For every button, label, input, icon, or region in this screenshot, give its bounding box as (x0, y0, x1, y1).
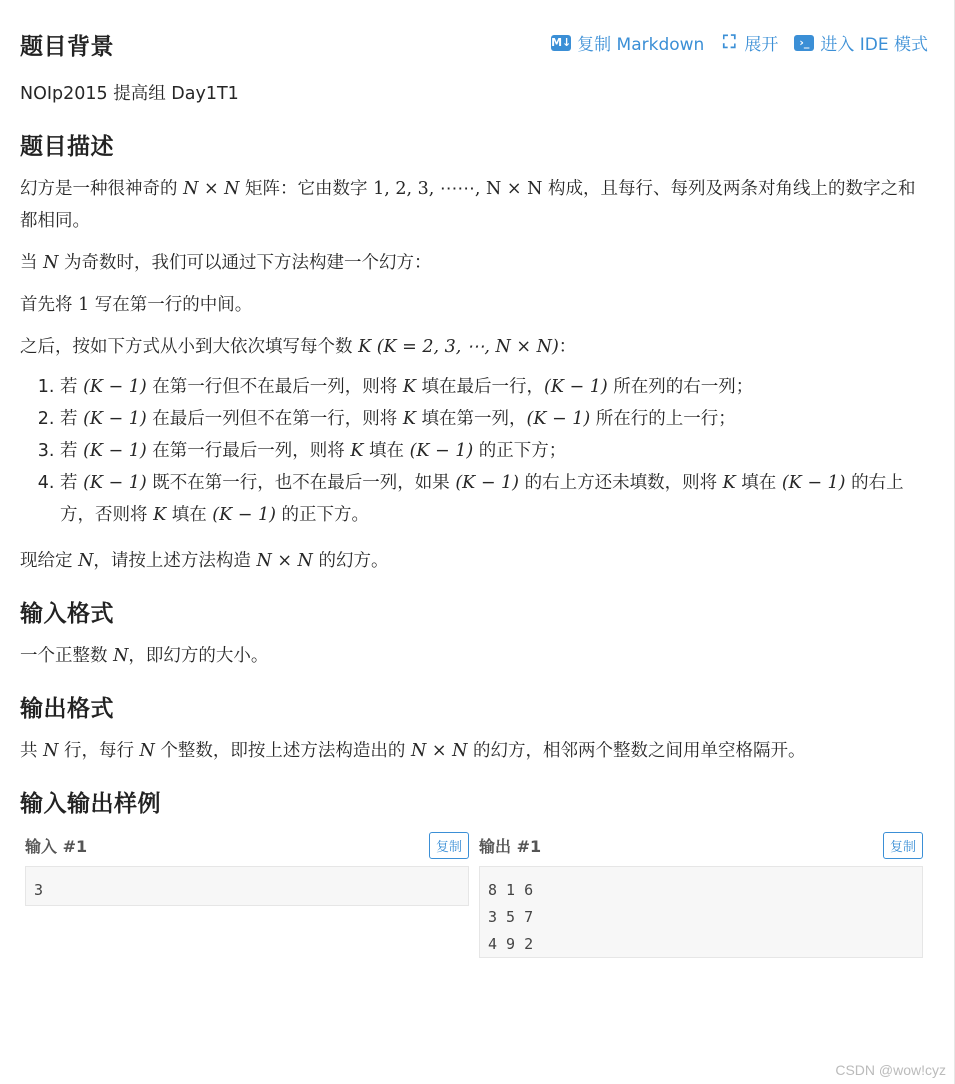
input-format-text: 一个正整数 N，即幻方的大小。 (20, 646, 269, 666)
sample-output-head (479, 830, 923, 860)
math-one: 1 (78, 295, 90, 315)
desc-para-5: 现给定 N，请按上述方法构造 N × N 的幻方。 (20, 551, 389, 571)
ide-mode-label: 进入 IDE 模式 (820, 35, 928, 55)
copy-markdown-button[interactable] (551, 30, 704, 55)
rule-item: 4. 若 (K − 1) 既不在第一行，也不在最后一列，如果 (K − 1) 的右上方还未填数，则将 K 填在 (K − 1) 的右上方，否则将 K 填在 (K − 1) 的正下方。 (60, 467, 928, 531)
desc-para-3: 首先将 1 写在第一行的中间。 (20, 295, 253, 315)
ide-icon: ›_ (794, 35, 814, 51)
watermark: CSDN @wow!cyz (835, 1062, 946, 1078)
problem-content (20, 78, 928, 958)
input-format-title: 输入格式 (20, 601, 114, 627)
desc-para-4: 之后，按如下方式从小到大依次填写每个数 K (K = 2, 3, ⋯, N × N)： (20, 337, 577, 357)
desc-para-1: 幻方是一种很神奇的 N × N 矩阵：它由数字 1, 2, 3, ⋯⋯, N × N 构成，且每行、每列及两条对角线上的数字之和都相同。 (20, 179, 916, 231)
markdown-icon: M↓ (551, 36, 572, 49)
copy-output-button[interactable]: 复制 (883, 832, 923, 859)
copy-input-button[interactable]: 复制 (429, 832, 469, 859)
ide-mode-button[interactable] (794, 30, 928, 55)
problem-header (20, 26, 928, 60)
samples-title: 输入输出样例 (20, 791, 161, 817)
output-format-text: 共 N 行，每行 N 个整数，即按上述方法构造出的 N × N 的幻方，相邻两个整数之间用单空格隔开。 (20, 741, 806, 761)
expand-icon: ⛶ (723, 32, 736, 53)
rule-item: 3. 若 (K − 1) 在第一行最后一列，则将 K 填在 (K − 1) 的正下方； (60, 435, 928, 467)
desc-title: 题目描述 (20, 134, 114, 160)
expand-label: 展开 (744, 35, 779, 55)
sample-output-label: 输出 #1 (479, 836, 542, 856)
math-k-range: K (K = 2, 3, ⋯, N × N) (358, 337, 559, 357)
sample-output (479, 830, 923, 958)
sample-input (25, 830, 469, 958)
samples-area (25, 830, 923, 958)
rule-item: 1. 若 (K − 1) 在第一行但不在最后一列，则将 K 填在最后一行，(K − 1) 所在列的右一列； (60, 371, 928, 403)
sample-input-code: 3 (25, 866, 469, 906)
rules-list (20, 371, 928, 531)
math-n-by-n: N × N (183, 179, 240, 199)
copy-markdown-label: 复制 Markdown (577, 35, 705, 55)
math-sequence: 1, 2, 3, ⋯⋯, N × N (373, 179, 543, 199)
sample-input-head (25, 830, 469, 860)
rule-item: 2. 若 (K − 1) 在最后一列但不在第一行，则将 K 填在第一列，(K − 1) 所在行的上一行； (60, 403, 928, 435)
action-bar (551, 30, 928, 55)
desc-para-2: 当 N 为奇数时，我们可以通过下方法构建一个幻方： (20, 253, 432, 273)
output-format-title: 输出格式 (20, 696, 114, 722)
sample-output-code: 8 1 6 3 5 7 4 9 2 (479, 866, 923, 958)
sample-input-label: 输入 #1 (25, 836, 88, 856)
background-text: NOIp2015 提高组 Day1T1 (20, 84, 239, 104)
expand-button[interactable] (720, 30, 778, 55)
math-n: N (43, 253, 59, 273)
page-title: 题目背景 (20, 34, 114, 60)
